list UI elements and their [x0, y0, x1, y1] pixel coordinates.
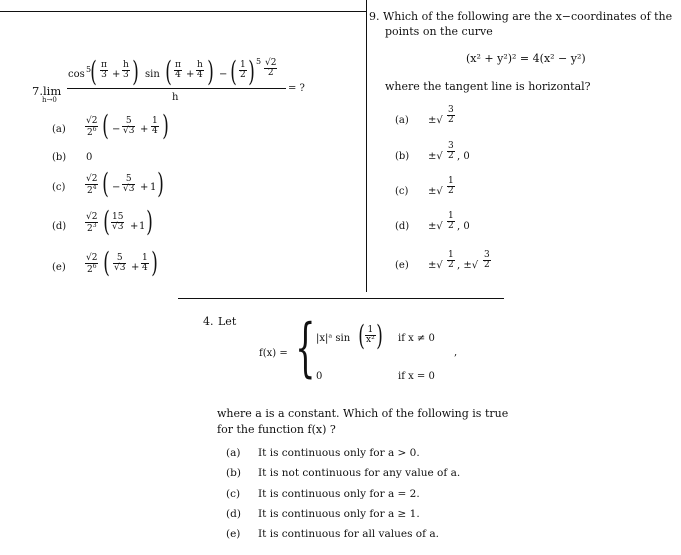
comma: ,	[454, 347, 458, 358]
fraction: $\frac{h}{3}$	[123, 60, 129, 80]
open-paren: (	[103, 205, 110, 238]
fraction: $\frac{5}{√3}$	[114, 253, 126, 273]
cos-exponent: 5	[86, 65, 92, 74]
option-label[interactable]: (a)	[395, 115, 409, 126]
open-paren: (	[103, 246, 110, 279]
limit-word: lim	[43, 84, 62, 98]
option-text[interactable]: It is continuous only for a > 0.	[258, 447, 420, 459]
coefficient: $\frac{√2}{2^6}$	[86, 116, 98, 138]
column-divider	[366, 0, 367, 292]
limit-denominator: h	[172, 92, 179, 103]
coefficient: $\frac{√2}{2^6}$	[86, 253, 98, 275]
separator: , ±√	[457, 260, 479, 271]
option-text[interactable]: It is continuous only for a = 2.	[258, 488, 420, 500]
fraction: $\frac{5}{√3}$	[123, 174, 135, 194]
radicand-fraction: $\frac{3}{2}$	[484, 250, 490, 270]
fraction: $\frac{\pi}{3}$	[101, 60, 107, 80]
question-stem-line: where a is a constant. Which of the following is true	[217, 407, 509, 420]
option-label[interactable]: (d)	[395, 221, 410, 232]
option-label[interactable]: (e)	[226, 528, 241, 540]
sin-function: sin	[145, 69, 160, 80]
option-value: 0	[86, 152, 93, 163]
option-label[interactable]: (c)	[226, 488, 241, 500]
question-number: 7.	[32, 84, 43, 98]
minus-sign: −	[112, 124, 121, 135]
plus-minus: ±√	[428, 260, 443, 271]
fraction: $\frac{h}{4}$	[197, 60, 203, 80]
fraction: $\frac{1}{4}$	[152, 116, 158, 136]
plus-sign: +	[112, 69, 121, 80]
fraction: $\frac{15}{√3}$	[112, 212, 124, 232]
option-text[interactable]: It is continuous for all values of a.	[258, 528, 439, 540]
plus-minus: ±√	[428, 221, 443, 232]
case1-condition: if x ≠ 0	[398, 333, 435, 344]
equals-question: = ?	[288, 83, 305, 94]
question-stem-line: points on the curve	[385, 25, 493, 38]
case2-expression: 0	[316, 371, 323, 382]
limit-subscript: h→0	[42, 96, 57, 104]
close-paren: )	[151, 246, 158, 279]
question-number: 4.	[203, 315, 214, 328]
case1-expression: |x|ᵃ sin	[316, 333, 351, 344]
plus-minus: ±√	[428, 151, 443, 162]
case2-condition: if x = 0	[398, 371, 435, 382]
plus-minus: ±√	[428, 186, 443, 197]
plus-sign: +	[130, 221, 139, 232]
let-word: Let	[218, 315, 237, 328]
plus-sign: +	[186, 69, 195, 80]
radicand-fraction: $\frac{3}{2}$	[448, 105, 454, 125]
option-label[interactable]: (b)	[226, 467, 241, 479]
option-text[interactable]: It is continuous only for a ≥ 1.	[258, 508, 420, 520]
coefficient: $\frac{√2}{2^4}$	[86, 174, 98, 196]
option-label[interactable]: (e)	[395, 260, 409, 271]
option-tail: , 0	[457, 221, 470, 232]
plus-minus: ±√	[428, 115, 443, 126]
fraction: $\frac{5}{√3}$	[123, 116, 135, 136]
top-rule	[0, 11, 366, 12]
piecewise-brace: {	[295, 311, 316, 385]
close-paren: )	[162, 109, 169, 142]
open-paren: (	[165, 55, 172, 88]
option-text[interactable]: It is not continuous for any value of a.	[258, 467, 461, 479]
option-label[interactable]: (d)	[226, 508, 241, 520]
option-label[interactable]: (a)	[226, 447, 241, 459]
radicand-fraction: $\frac{1}{2}$	[448, 211, 454, 231]
radicand-fraction: $\frac{1}{2}$	[448, 176, 454, 196]
fraction: $\frac{1}{2}$	[240, 60, 246, 80]
plus-sign: +	[131, 262, 140, 273]
open-paren: (	[102, 109, 109, 142]
fraction: $\frac{√2}{2}$	[265, 58, 277, 78]
minus-sign: −	[219, 69, 228, 80]
option-tail: , 0	[457, 151, 470, 162]
option-label[interactable]: (b)	[395, 151, 410, 162]
function-label: f(x) =	[259, 348, 288, 359]
question-stem-line: 9. Which of the following are the x−coordinates of the	[369, 10, 673, 23]
option-label[interactable]: (c)	[395, 186, 409, 197]
close-paren: )	[157, 167, 164, 200]
radicand-fraction: $\frac{3}{2}$	[448, 141, 454, 161]
close-paren: )	[376, 319, 383, 352]
close-paren: )	[146, 205, 153, 238]
close-paren: )	[248, 55, 255, 88]
open-paren: (	[90, 55, 97, 88]
open-paren: (	[230, 55, 237, 88]
power-exponent: 5	[256, 57, 262, 66]
close-paren: )	[132, 55, 139, 88]
open-paren: (	[358, 319, 365, 352]
minus-sign: −	[112, 182, 121, 193]
coefficient: $\frac{√2}{2^3}$	[86, 212, 98, 234]
term: 1	[150, 182, 157, 193]
option-label[interactable]: (d)	[52, 221, 67, 232]
question-stem-line: for the function f(x) ?	[217, 423, 336, 436]
fraction: $\frac{1}{\text{x²}}$	[366, 325, 375, 345]
close-paren: )	[207, 55, 214, 88]
cos-function: cos	[68, 69, 85, 80]
limit-fraction-bar	[67, 88, 286, 89]
fraction: $\frac{1}{4}$	[142, 253, 148, 273]
radicand-fraction: $\frac{1}{2}$	[448, 250, 454, 270]
plus-sign: +	[140, 182, 149, 193]
option-label[interactable]: (e)	[52, 262, 66, 273]
plus-sign: +	[140, 124, 149, 135]
open-paren: (	[102, 167, 109, 200]
option-label[interactable]: (b)	[52, 152, 67, 163]
term: 1	[139, 221, 146, 232]
curve-equation: (x² + y²)² = 4(x² − y²)	[466, 52, 586, 65]
section-rule	[178, 298, 504, 299]
question-stem-line: where the tangent line is horizontal?	[385, 80, 591, 93]
option-label[interactable]: (c)	[52, 182, 66, 193]
fraction: $\frac{\pi}{4}$	[175, 60, 181, 80]
option-label[interactable]: (a)	[52, 124, 66, 135]
